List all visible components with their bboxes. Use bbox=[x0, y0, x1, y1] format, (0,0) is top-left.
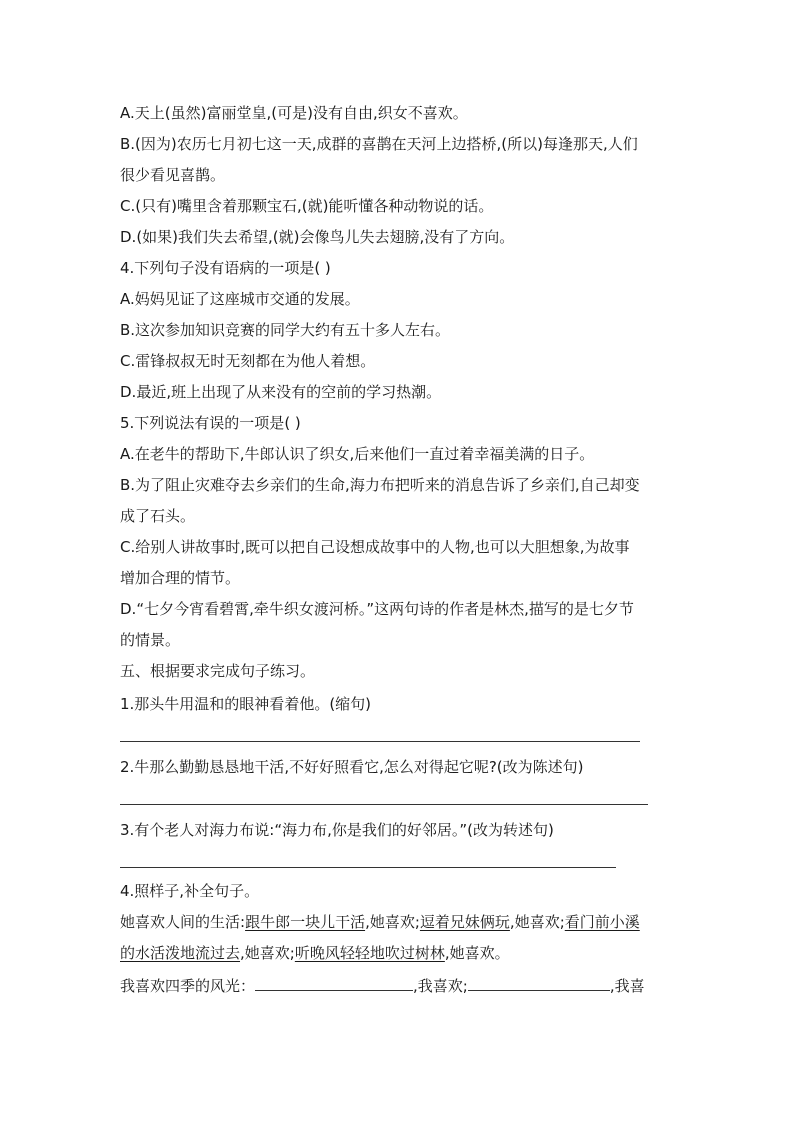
option-c: C.雷锋叔叔无时无刻都在为他人着想。 bbox=[120, 352, 376, 370]
fill-blank-2[interactable] bbox=[468, 974, 610, 991]
underlined-phrase: 看门前小溪 bbox=[564, 913, 640, 931]
option-c-line2: 增加合理的情节。 bbox=[120, 569, 241, 587]
example-text: ,她喜欢; bbox=[240, 944, 295, 962]
option-a: A.妈妈见证了这座城市交通的发展。 bbox=[120, 290, 360, 308]
option-c-line1: C.给别人讲故事时,既可以把自己设想成故事中的人物,也可以大胆想象,为故事 bbox=[120, 538, 630, 556]
question-5: 5.下列说法有误的一项是( ) bbox=[120, 414, 301, 432]
underlined-phrase: 跟牛郎一块儿干活 bbox=[245, 913, 366, 931]
example-text: ,她喜欢; bbox=[509, 913, 565, 931]
option-a: A.天上(虽然)富丽堂皇,(可是)没有自由,织女不喜欢。 bbox=[120, 104, 468, 122]
fill-text: ,我喜欢; bbox=[413, 977, 468, 995]
option-d-line2: 的情景。 bbox=[120, 631, 181, 649]
section-heading: 五、根据要求完成句子练习。 bbox=[120, 662, 316, 680]
exercise-3: 3.有个老人对海力布说:“海力布,你是我们的好邻居。”(改为转述句) bbox=[120, 821, 554, 839]
example-sentence-line2 bbox=[120, 942, 680, 964]
fill-text: ,我喜 bbox=[609, 977, 645, 995]
option-b-line2: 很少看见喜鹊。 bbox=[120, 166, 226, 184]
example-sentence-line1 bbox=[120, 911, 680, 933]
exercise-1: 1.那头牛用温和的眼神看着他。(缩句) bbox=[120, 695, 372, 713]
answer-line-1[interactable] bbox=[120, 741, 640, 742]
example-text: ,她喜欢。 bbox=[444, 944, 510, 962]
option-a: A.在老牛的帮助下,牛郎认识了织女,后来他们一直过着幸福美满的日子。 bbox=[120, 445, 595, 463]
exercise-4: 4.照样子,补全句子。 bbox=[120, 882, 260, 900]
question-4: 4.下列句子没有语病的一项是( ) bbox=[120, 259, 331, 277]
option-b-line1: B.为了阻止灾难夺去乡亲们的生命,海力布把听来的消息告诉了乡亲们,自己却变 bbox=[120, 476, 640, 494]
option-b-line2: 成了石头。 bbox=[120, 507, 196, 525]
option-d: D.最近,班上出现了从来没有的空前的学习热潮。 bbox=[120, 383, 442, 401]
fill-prefix: 我喜欢四季的风光： bbox=[120, 977, 256, 995]
option-d-line1: D.“七夕今宵看碧霄,牵牛织女渡河桥。”这两句诗的作者是林杰,描写的是七夕节 bbox=[120, 600, 634, 618]
example-prefix: 她喜欢人间的生活: bbox=[120, 913, 246, 931]
option-b-line1: B.(因为)农历七月初七这一天,成群的喜鹊在天河上边搭桥,(所以)每逢那天,人们 bbox=[120, 135, 638, 153]
option-d: D.(如果)我们失去希望,(就)会像鸟儿失去翅膀,没有了方向。 bbox=[120, 228, 515, 246]
fill-sentence bbox=[120, 974, 680, 996]
underlined-phrase: 的水活泼地流过去 bbox=[120, 944, 241, 962]
answer-line-2[interactable] bbox=[120, 804, 648, 805]
answer-line-3[interactable] bbox=[120, 867, 616, 868]
underlined-phrase: 听晚风轻轻地吹过树林 bbox=[294, 944, 445, 962]
exercise-2: 2.牛那么勤勤恳恳地干活,不好好照看它,怎么对得起它呢?(改为陈述句) bbox=[120, 758, 584, 776]
underlined-phrase: 逗着兄妹俩玩 bbox=[419, 913, 510, 931]
option-b: B.这次参加知识竞赛的同学大约有五十多人左右。 bbox=[120, 321, 451, 339]
example-text: ,她喜欢; bbox=[365, 913, 420, 931]
option-c: C.(只有)嘴里含着那颗宝石,(就)能听懂各种动物说的话。 bbox=[120, 197, 494, 215]
fill-blank-1[interactable] bbox=[255, 974, 413, 991]
